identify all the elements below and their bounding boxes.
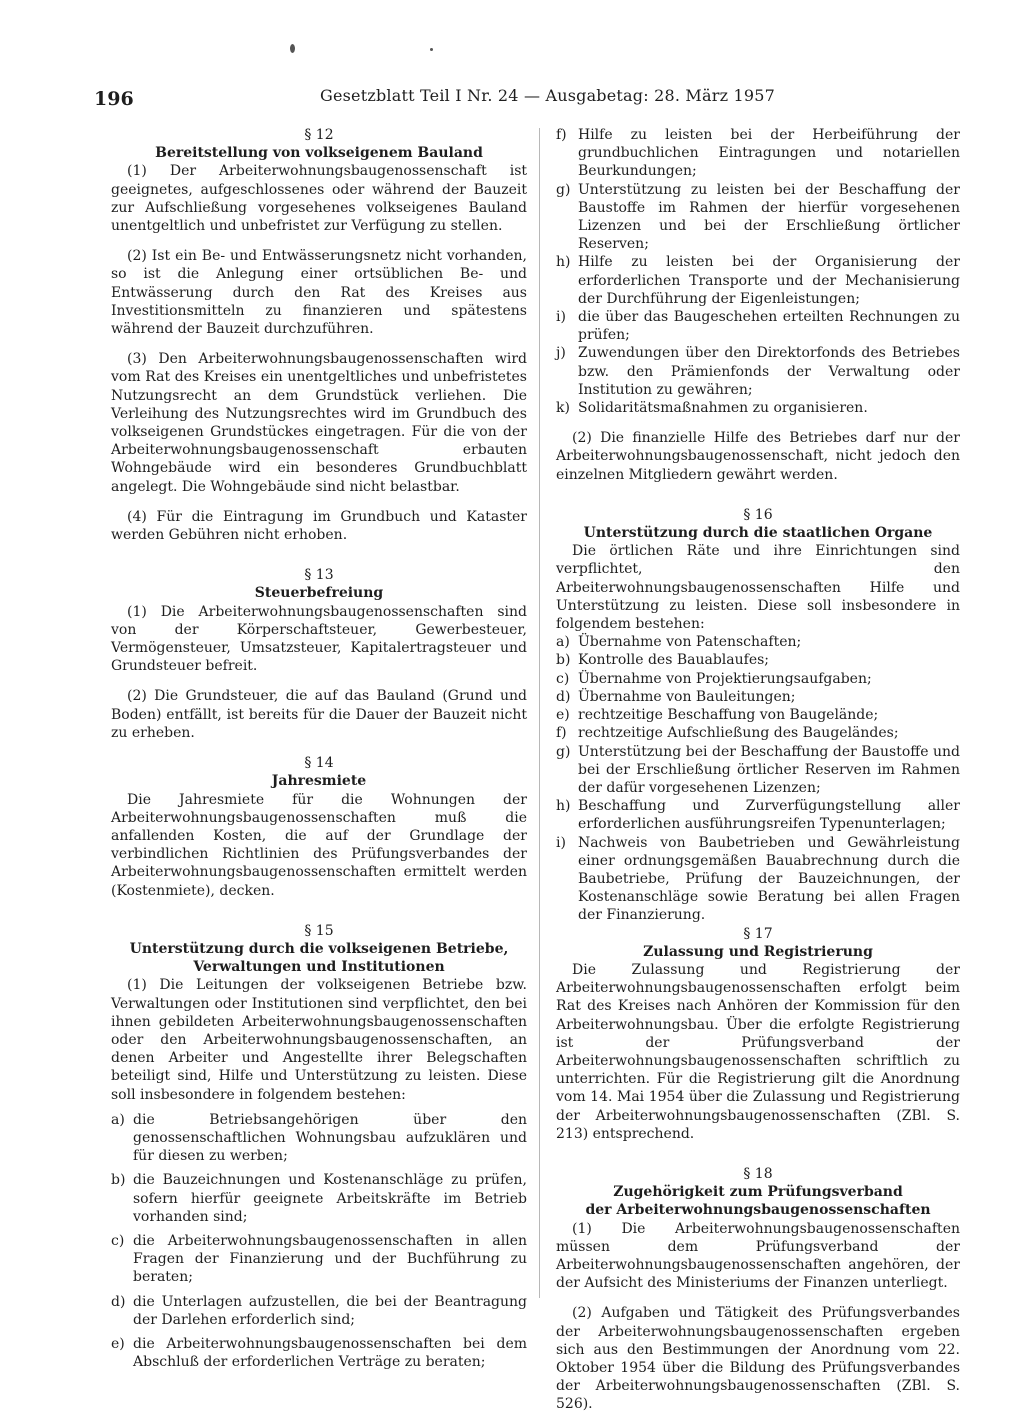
section-18-title-line-1: Zugehörigkeit zum Prüfungsverband bbox=[613, 1184, 903, 1201]
section-14-paragraph-1: Die Jahresmiete für die Wohnungen der Arbeiterwohnungsbaugenossenschaften muß die anfallenden Kosten, die auf der Grundlage der verbindlichen Richtlinien des Prüfungsverbandes der Arbeiterwohnungsbaugenossenschaften ermittelt werden (Kostenmiete), decken. bbox=[111, 791, 527, 899]
list-item bbox=[111, 1335, 527, 1371]
section-18-paragraph-2: (2) Aufgaben und Tätigkeit des Prüfungsverbandes der Arbeiterwohnungsbaugenossenschaften ergeben sich aus den Bestimmungen der Anordnung vom 22. Oktober 1954 über die Bildung des Prüfungsverbandes der Arbeiterwohnungsbaugenossenschaften (ZBl. S. 526). bbox=[556, 1305, 960, 1413]
page-header-title: Gesetzblatt Teil I Nr. 24 — Ausgabetag: 28. März 1957 bbox=[320, 86, 776, 105]
list-item bbox=[556, 834, 960, 925]
section-12-paragraph-4: (4) Für die Eintragung im Grundbuch und Kataster werden Gebühren nicht erhoben. bbox=[111, 508, 527, 544]
list-item-label: a) bbox=[556, 634, 570, 651]
list-item-text: Hilfe zu leisten bei der Herbeiführung der grundbuchlichen Eintragungen und notariellen Beurkundungen; bbox=[578, 127, 960, 180]
section-16-number: § 16 bbox=[743, 506, 773, 523]
list-item-label: h) bbox=[556, 254, 571, 271]
list-item-label: g) bbox=[556, 743, 571, 760]
section-15-paragraph-1: (1) Die Leitungen der volkseigenen Betriebe bzw. Verwaltungen oder Institutionen sind verpflichtet, den bei ihnen gebildeten Arbeiterwohnungsbaugenossenschaften oder den Arbeiterwohnungsbaugenossenschaften, an denen Arbeiter und Angestellte ihrer Belegschaften beteiligt sind, Hilfe und Unterstützung zu leisten. Diese soll insbesondere in folgendem bestehen: bbox=[111, 977, 527, 1103]
list-item-text: Kontrolle des Bauablaufes; bbox=[578, 652, 770, 669]
list-item bbox=[556, 126, 960, 181]
list-item-text: die Arbeiterwohnungsbaugenossenschaften in allen Fragen der Finanzierung und der Buchführung zu beraten; bbox=[133, 1232, 527, 1286]
section-13-paragraph-1: (1) Die Arbeiterwohnungsbaugenossenschaften sind von der Körperschaftsteuer, Gewerbesteuer, Vermögensteuer, Umsatzsteuer, Kapitalertragsteuer und Grundsteuer befreit. bbox=[111, 603, 527, 675]
list-item-label: c) bbox=[556, 670, 570, 687]
list-item-text: rechtzeitige Aufschließung des Baugeländes; bbox=[578, 725, 899, 742]
list-item-text: Nachweis von Baubetrieben und Gewährleistung einer ordnungsgemäßen Bauabrechnung durch die Baubetriebe, Prüfung der Bauzeichnungen, der Kostenanschläge sowie Beratung bei allen Fragen der Finanzierung. bbox=[578, 834, 960, 924]
list-item-text: die Unterlagen aufzustellen, die bei der Beantragung der Darlehen erforderlich sind; bbox=[133, 1293, 527, 1328]
column-divider bbox=[539, 128, 540, 1298]
section-12-paragraph-2: (2) Ist ein Be- und Entwässerungsnetz nicht vorhanden, so ist die Anlegung einer ortsüblichen Be- und Entwässerung durch den Rat des Kreises aus Investitionsmitteln zu finanzieren und spätestens während der Bauzeit durchzuführen. bbox=[111, 248, 527, 338]
list-item-label: i) bbox=[556, 834, 566, 851]
section-13-title: Steuerbefreiung bbox=[254, 585, 384, 602]
list-item bbox=[556, 651, 960, 669]
list-item bbox=[111, 1293, 527, 1329]
section-13-paragraph-2: (2) Die Grundsteuer, die auf das Bauland (Grund und Boden) entfällt, ist bereits für die Dauer der Bauzeit nicht zu erheben. bbox=[111, 688, 527, 741]
section-17-number: § 17 bbox=[743, 925, 773, 942]
list-item bbox=[111, 1171, 527, 1226]
list-item bbox=[556, 797, 960, 833]
list-item-label: g) bbox=[556, 181, 571, 198]
list-item bbox=[556, 743, 960, 798]
list-item-label: e) bbox=[556, 707, 570, 724]
section-12-title: Bereitstellung von volkseigenem Bauland bbox=[155, 145, 483, 162]
section-16-title: Unterstützung durch die staatlichen Organe bbox=[583, 525, 933, 542]
section-12-paragraph-1: (1) Der Arbeiterwohnungsbaugenossenschaft ist geeignetes, aufgeschlossenes oder während der Bauzeit zur Aufschließung vorgesehenes volkseigenes Bauland unentgeltlich und unbefristet zur Verfügung zu stellen. bbox=[111, 163, 527, 235]
list-item-text: Übernahme von Patenschaften; bbox=[578, 634, 802, 651]
list-item-text: Beschaffung und Zurverfügungstellung aller erforderlichen ausführungsreifen Typenunterlagen; bbox=[578, 798, 960, 833]
list-item bbox=[556, 706, 960, 724]
list-item-text: die Bauzeichnungen und Kostenanschläge zu prüfen, sofern hierfür geeignete Arbeitskräfte im Betrieb vorhanden sind; bbox=[133, 1172, 527, 1225]
section-15-paragraph-2: (2) Die finanzielle Hilfe des Betriebes darf nur der Arbeiterwohnungsbaugenossenschaft, nicht jedoch den einzelnen Mitgliedern gewährt werden. bbox=[556, 430, 960, 483]
section-13-number: § 13 bbox=[304, 567, 334, 584]
right-column bbox=[556, 126, 960, 1414]
list-item bbox=[111, 1111, 527, 1166]
list-item bbox=[556, 724, 960, 742]
list-item-label: i) bbox=[556, 309, 566, 326]
list-item-label: j) bbox=[556, 345, 566, 362]
list-item-label: e) bbox=[111, 1335, 125, 1352]
section-17-title: Zulassung und Registrierung bbox=[643, 943, 873, 960]
list-item-text: rechtzeitige Beschaffung von Baugelände; bbox=[578, 707, 879, 724]
left-column bbox=[111, 126, 527, 1371]
list-item-label: c) bbox=[111, 1232, 125, 1249]
list-item-label: h) bbox=[556, 798, 571, 815]
list-item-label: b) bbox=[556, 652, 571, 669]
list-item-text: Solidaritätsmaßnahmen zu organisieren. bbox=[578, 400, 868, 417]
list-item bbox=[556, 633, 960, 651]
section-16-paragraph-1: Die örtlichen Räte und ihre Einrichtungen sind verpflichtet, den Arbeiterwohnungsbaugenossenschaften Hilfe und Unterstützung zu leisten. Diese soll insbesondere in folgendem bestehen: bbox=[556, 543, 960, 633]
list-item-text: Hilfe zu leisten bei der Organisierung der erforderlichen Transporte und der Mechanisierung der Durchführung der Eigenleistungen; bbox=[578, 254, 960, 307]
section-14-title: Jahresmiete bbox=[271, 773, 367, 790]
section-18-paragraph-1: (1) Die Arbeiterwohnungsbaugenossenschaften müssen dem Prüfungsverband der Arbeiterwohnungsbaugenossenschaften angehören, der der Aufsicht des Ministeriums der Finanzen unterliegt. bbox=[556, 1220, 960, 1292]
list-item-text: die Betriebsangehörigen über den genossenschaftlichen Wohnungsbau aufzuklären und für diesen zu werben; bbox=[133, 1111, 527, 1165]
ink-speck bbox=[430, 48, 433, 51]
list-item bbox=[556, 344, 960, 399]
list-item bbox=[556, 688, 960, 706]
list-item bbox=[111, 1232, 527, 1287]
list-item-text: Übernahme von Projektierungsaufgaben; bbox=[578, 670, 872, 687]
section-12-paragraph-3: (3) Den Arbeiterwohnungsbaugenossenschaften wird vom Rat des Kreises ein unentgeltliches und unbefristetes Nutzungsrecht an dem Grundstück verliehen. Die Verleihung des Nutzungsrechtes wird im Grundbuch des volkseigenen Grundstückes eingetragen. Für die von der Arbeiterwohnungsbaugenossenschaft erbauten Wohngebäude wird ein besonderes Grundbuchblatt angelegt. Die Wohngebäude sind nicht belastbar. bbox=[111, 351, 527, 495]
list-item-label: d) bbox=[556, 688, 571, 705]
list-item-text: die Arbeiterwohnungsbaugenossenschaften bei dem Abschluß der erforderlichen Verträge zu beraten; bbox=[133, 1335, 527, 1371]
list-item-label: f) bbox=[556, 127, 567, 143]
ink-speck bbox=[290, 44, 295, 53]
section-18-number: § 18 bbox=[743, 1165, 773, 1182]
list-item bbox=[556, 308, 960, 344]
list-item-label: d) bbox=[111, 1293, 126, 1310]
list-item-label: b) bbox=[111, 1172, 126, 1189]
list-item bbox=[556, 670, 960, 688]
list-item-text: Übernahme von Bauleitungen; bbox=[578, 688, 796, 705]
list-item-text: die über das Baugeschehen erteilten Rechnungen zu prüfen; bbox=[578, 309, 960, 344]
section-17-paragraph-1: Die Zulassung und Registrierung der Arbeiterwohnungsbaugenossenschaften erfolgt beim Rat des Kreises nach Anhören der Kommission für den Arbeiterwohnungsbau. Über die erfolgte Registrierung ist der Prüfungsverband der Arbeiterwohnungsbaugenossenschaften schriftlich zu unterrichten. Für die Registrierung gilt die Anordnung vom 14. Mai 1954 über die Zulassung und Registrierung der Arbeiterwohnungsbaugenossenschaften (ZBl. S. 213) entsprechend. bbox=[556, 961, 960, 1142]
section-15-number: § 15 bbox=[304, 922, 334, 939]
section-12-number: § 12 bbox=[304, 127, 334, 143]
list-item-text: Unterstützung zu leisten bei der Beschaffung der Baustoffe im Rahmen der hierfür vorgesehenen Lizenzen und bei der Erschließung örtlicher Reserven; bbox=[578, 181, 960, 253]
section-15-title-line-1: Unterstützung durch die volkseigenen Betriebe, bbox=[129, 940, 509, 957]
section-18-title-line-2: der Arbeiterwohnungsbaugenossenschaften bbox=[585, 1202, 931, 1219]
list-item bbox=[556, 399, 960, 417]
list-item bbox=[556, 253, 960, 308]
list-item-label: k) bbox=[556, 400, 570, 417]
section-14-number: § 14 bbox=[304, 755, 334, 772]
list-item bbox=[556, 181, 960, 254]
list-item-text: Zuwendungen über den Direktorfonds des Betriebes bzw. den Prämienfonds der Verwaltung oder Institution zu gewähren; bbox=[578, 345, 960, 398]
list-item-text: Unterstützung bei der Beschaffung der Baustoffe und bei der Erschließung örtlicher Reserven im Rahmen der dafür vorgesehenen Lizenzen; bbox=[578, 743, 960, 796]
section-15-title-line-2: Verwaltungen und Institutionen bbox=[193, 959, 445, 976]
page-number: 196 bbox=[94, 88, 134, 110]
list-item-label: a) bbox=[111, 1111, 125, 1128]
list-item-label: f) bbox=[556, 725, 567, 742]
